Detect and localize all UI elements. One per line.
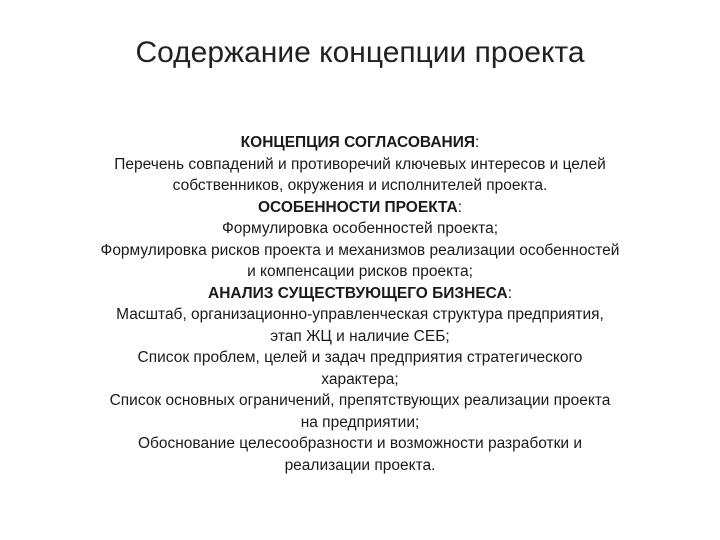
section-heading: ОСОБЕННОСТИ ПРОЕКТА: [257, 198, 458, 216]
section-heading-colon: :: [475, 134, 480, 151]
section-heading: КОНЦЕПЦИЯ СОГЛАСОВАНИЯ: [240, 134, 475, 151]
body-line: этап ЖЦ и наличие СЕБ;: [270, 327, 450, 345]
body-line: и компенсации рисков проекта;: [247, 263, 473, 280]
body-line: реализации проекта.: [284, 456, 436, 474]
body-line: Перечень совпадений и противоречий ключевых интересов и целей: [114, 155, 606, 173]
body-line: Формулировка особенностей проекта;: [221, 220, 499, 237]
body-line: Масштаб, организационно-управленческая структура предприятия,: [116, 306, 604, 323]
body-line: Список проблем, целей и задач предприятия стратегического: [137, 349, 583, 366]
body-line: Формулировка рисков проекта и механизмов реализации особенностей: [100, 241, 620, 259]
section-heading-colon: :: [457, 198, 463, 216]
section-heading-line: [40, 197, 680, 219]
section-heading-line: [40, 132, 680, 154]
body-line: Обоснование целесообразности и возможности разработки и: [137, 435, 583, 452]
section-heading: АНАЛИЗ СУЩЕСТВУЮЩЕГО БИЗНЕСА: [208, 284, 508, 302]
slide-title: Содержание концепции проекта: [135, 36, 585, 69]
section-heading-line: [40, 283, 680, 305]
body-line: собственников, окружения и исполнителей проекта.: [172, 177, 548, 194]
body-line: Список основных ограничений, препятствующих реализации проекта: [109, 392, 611, 409]
body-line: характера;: [321, 370, 399, 388]
slide-content: [40, 132, 680, 476]
section-heading-colon: :: [507, 284, 512, 302]
body-line: на предприятии;: [300, 413, 420, 431]
